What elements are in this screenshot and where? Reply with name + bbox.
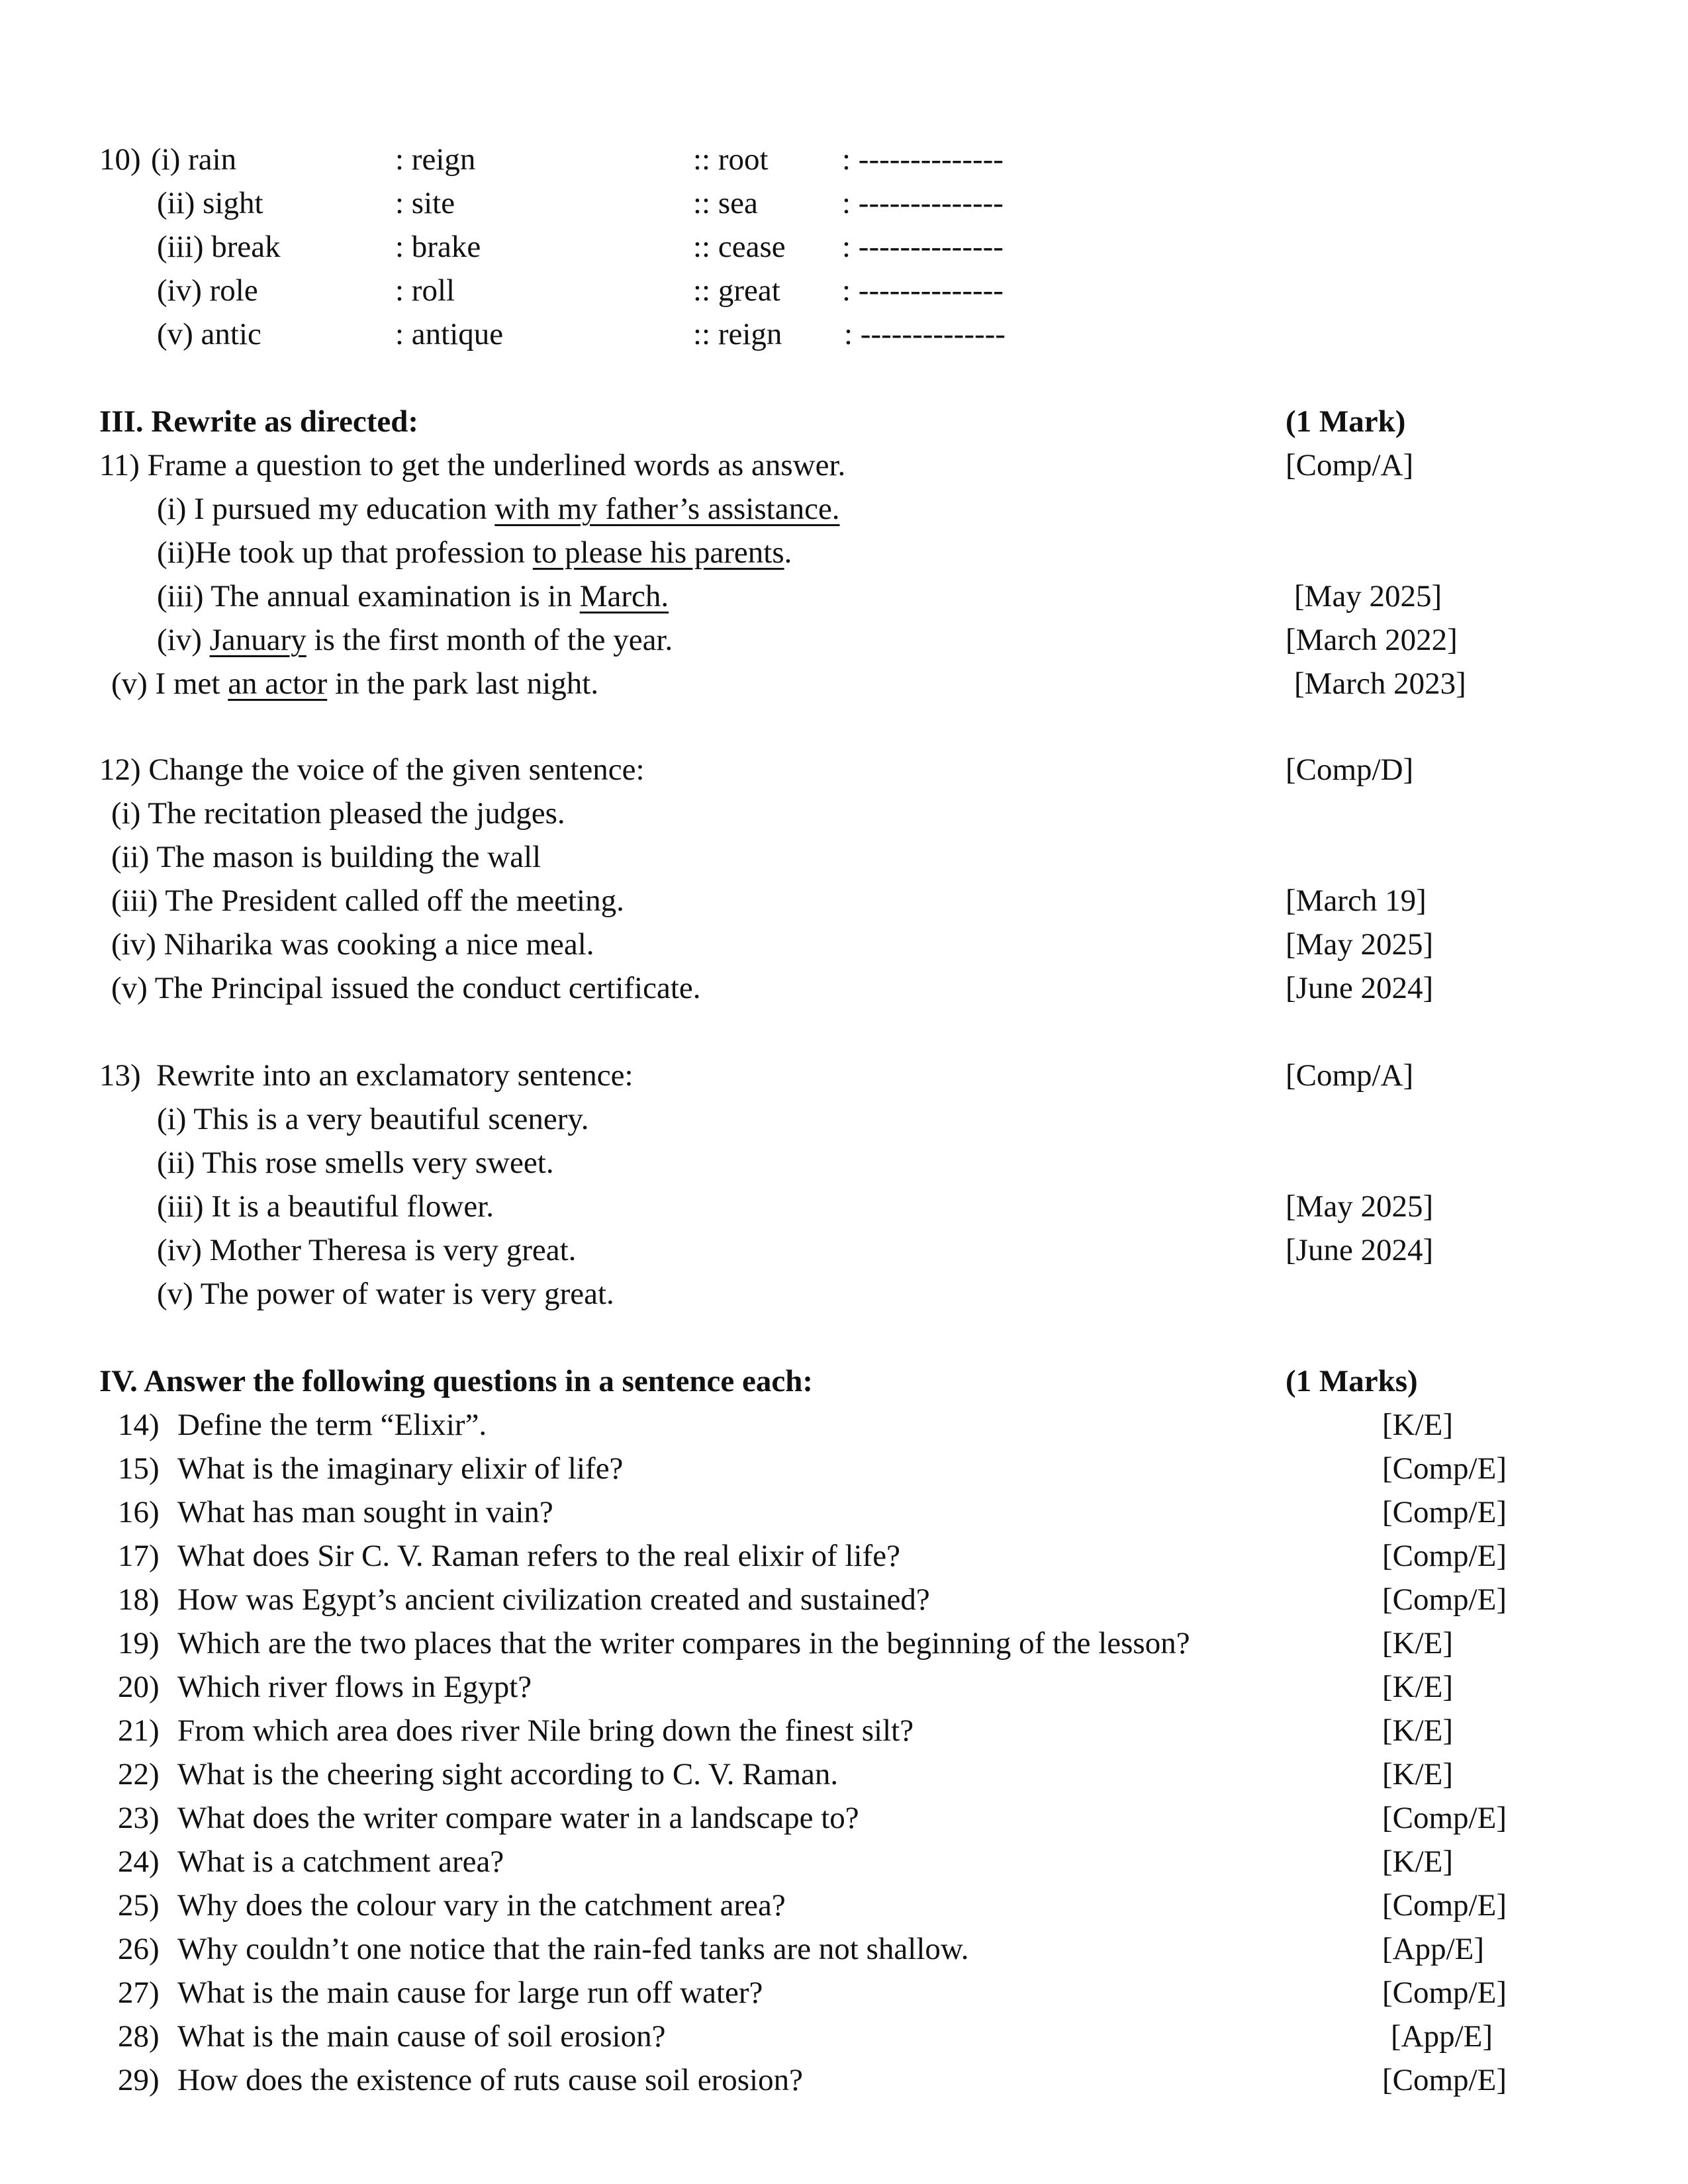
q12-item-3-tag: [March 19] [1286,884,1427,918]
q11-item-4-underlined: January [209,623,306,657]
q15-text: What is the imaginary elixir of life? [177,1451,624,1486]
q11-prompt: 11) Frame a question to get the underlined words as answer. [99,448,846,482]
q15-tag: [Comp/E] [1382,1451,1507,1486]
q13-item-2: (ii) This rose smells very sweet. [157,1146,554,1180]
q22-tag: [K/E] [1382,1757,1454,1792]
q13-item-4-tag: [June 2024] [1286,1233,1434,1267]
q11-item-5-underlined: an actor [228,666,328,701]
q28-tag: [App/E] [1391,2019,1493,2054]
q13-item-3-tag: [May 2025] [1286,1189,1434,1224]
q11-item-1-underlined: with my father’s assistance. [494,492,840,526]
q19-text: Which are the two places that the writer compares in the beginning of the lesson? [177,1626,1190,1661]
section-3-marks: (1 Mark) [1286,404,1406,439]
q21-text: From which area does river Nile bring down the finest silt? [177,1713,914,1748]
q23-text: What does the writer compare water in a landscape to? [177,1801,859,1835]
q11-item-4: (iv) January is the first month of the year. [157,623,673,657]
q10-row3-word: (iii) break [157,230,281,264]
q13-item-1: (i) This is a very beautiful scenery. [157,1102,589,1136]
q14-tag: [K/E] [1382,1408,1454,1442]
q10-row4-word2: :: great [693,273,780,308]
q13-prompt: 13) Rewrite into an exclamatory sentence: [99,1058,633,1093]
q17-tag: [Comp/E] [1382,1539,1507,1573]
q25-tag: [Comp/E] [1382,1888,1507,1923]
q14-text: Define the term “Elixir”. [177,1408,487,1442]
q13-item-3: (iii) It is a beautiful flower. [157,1189,494,1224]
q10-row2-word: (ii) sight [157,186,263,220]
q10-row5-word2: :: reign [693,317,782,351]
q29-text: How does the existence of ruts cause soil erosion? [177,2063,803,2097]
q12-item-1: (i) The recitation pleased the judges. [111,796,565,831]
q29-number: 29) [118,2063,160,2097]
q10-row2-pair: : site [395,186,455,220]
q12-item-5-tag: [June 2024] [1286,971,1434,1005]
q13-item-5: (v) The power of water is very great. [157,1277,614,1311]
q16-text: What has man sought in vain? [177,1495,553,1529]
q14-number: 14) [118,1408,160,1442]
q18-number: 18) [118,1582,160,1617]
q19-tag: [K/E] [1382,1626,1454,1661]
q10-row1-word: (i) rain [151,142,237,177]
q29-tag: [Comp/E] [1382,2063,1507,2097]
q27-tag: [Comp/E] [1382,1976,1507,2010]
q11-item-5-tag: [March 2023] [1294,666,1466,701]
q27-text: What is the main cause for large run off water? [177,1976,763,2010]
q11-item-4-tag: [March 2022] [1286,623,1458,657]
q26-text: Why couldn’t one notice that the rain-fed tanks are not shallow. [177,1932,969,1966]
q10-row3-pair: : brake [395,230,481,264]
q17-text: What does Sir C. V. Raman refers to the real elixir of life? [177,1539,900,1573]
q17-number: 17) [118,1539,160,1573]
q11-item-1: (i) I pursued my education with my father’s assistance. [157,492,840,526]
q22-number: 22) [118,1757,160,1792]
q18-text: How was Egypt’s ancient civilization created and sustained? [177,1582,930,1617]
q10-row5-word: (v) antic [157,317,261,351]
q13-item-4: (iv) Mother Theresa is very great. [157,1233,577,1267]
q11-item-2: (ii)He took up that profession to please his parents. [157,535,792,570]
q22-text: What is the cheering sight according to C. V. Raman. [177,1757,839,1792]
q11-tag: [Comp/A] [1286,448,1414,482]
q15-number: 15) [118,1451,160,1486]
q10-number: 10) [99,142,141,177]
q20-number: 20) [118,1670,160,1704]
q10-row5-blank: : -------------- [844,317,1006,351]
q10-row4-pair: : roll [395,273,455,308]
q21-tag: [K/E] [1382,1713,1454,1748]
q24-text: What is a catchment area? [177,1844,504,1879]
q26-tag: [App/E] [1382,1932,1485,1966]
q12-item-2: (ii) The mason is building the wall [111,840,541,874]
q23-tag: [Comp/E] [1382,1801,1507,1835]
q24-tag: [K/E] [1382,1844,1454,1879]
q27-number: 27) [118,1976,160,2010]
q10-row4-blank: : -------------- [842,273,1004,308]
q11-item-3-underlined: March. [579,579,669,614]
q12-item-3: (iii) The President called off the meeting. [111,884,624,918]
q24-number: 24) [118,1844,160,1879]
q20-tag: [K/E] [1382,1670,1454,1704]
q11-item-3: (iii) The annual examination is in March. [157,579,669,614]
q11-item-2-underlined: to please his parents [532,535,784,570]
q23-number: 23) [118,1801,160,1835]
q12-prompt: 12) Change the voice of the given sentence: [99,752,645,787]
q12-item-4-tag: [May 2025] [1286,927,1434,962]
q25-text: Why does the colour vary in the catchment area? [177,1888,786,1923]
q25-number: 25) [118,1888,160,1923]
q10-row3-blank: : -------------- [842,230,1004,264]
q10-row4-word: (iv) role [157,273,258,308]
q10-row3-word2: :: cease [693,230,786,264]
q26-number: 26) [118,1932,160,1966]
q16-tag: [Comp/E] [1382,1495,1507,1529]
section-4-marks: (1 Marks) [1286,1364,1418,1398]
q11-item-3-tag: [May 2025] [1294,579,1442,614]
q21-number: 21) [118,1713,160,1748]
q18-tag: [Comp/E] [1382,1582,1507,1617]
section-3-heading: III. Rewrite as directed: [99,404,419,439]
q20-text: Which river flows in Egypt? [177,1670,532,1704]
q19-number: 19) [118,1626,160,1661]
q12-item-4: (iv) Niharika was cooking a nice meal. [111,927,594,962]
q28-number: 28) [118,2019,160,2054]
q10-row5-pair: : antique [395,317,504,351]
q12-tag: [Comp/D] [1286,752,1414,787]
q10-row2-word2: :: sea [693,186,758,220]
q11-item-5: (v) I met an actor in the park last night. [111,666,599,701]
q13-tag: [Comp/A] [1286,1058,1414,1093]
q10-row1-blank: : -------------- [842,142,1004,177]
q16-number: 16) [118,1495,160,1529]
q28-text: What is the main cause of soil erosion? [177,2019,666,2054]
q10-row2-blank: : -------------- [842,186,1004,220]
q10-row1-word2: :: root [693,142,769,177]
q10-row1-pair: : reign [395,142,476,177]
section-4-heading: IV. Answer the following questions in a sentence each: [99,1364,814,1398]
q12-item-5: (v) The Principal issued the conduct certificate. [111,971,701,1005]
